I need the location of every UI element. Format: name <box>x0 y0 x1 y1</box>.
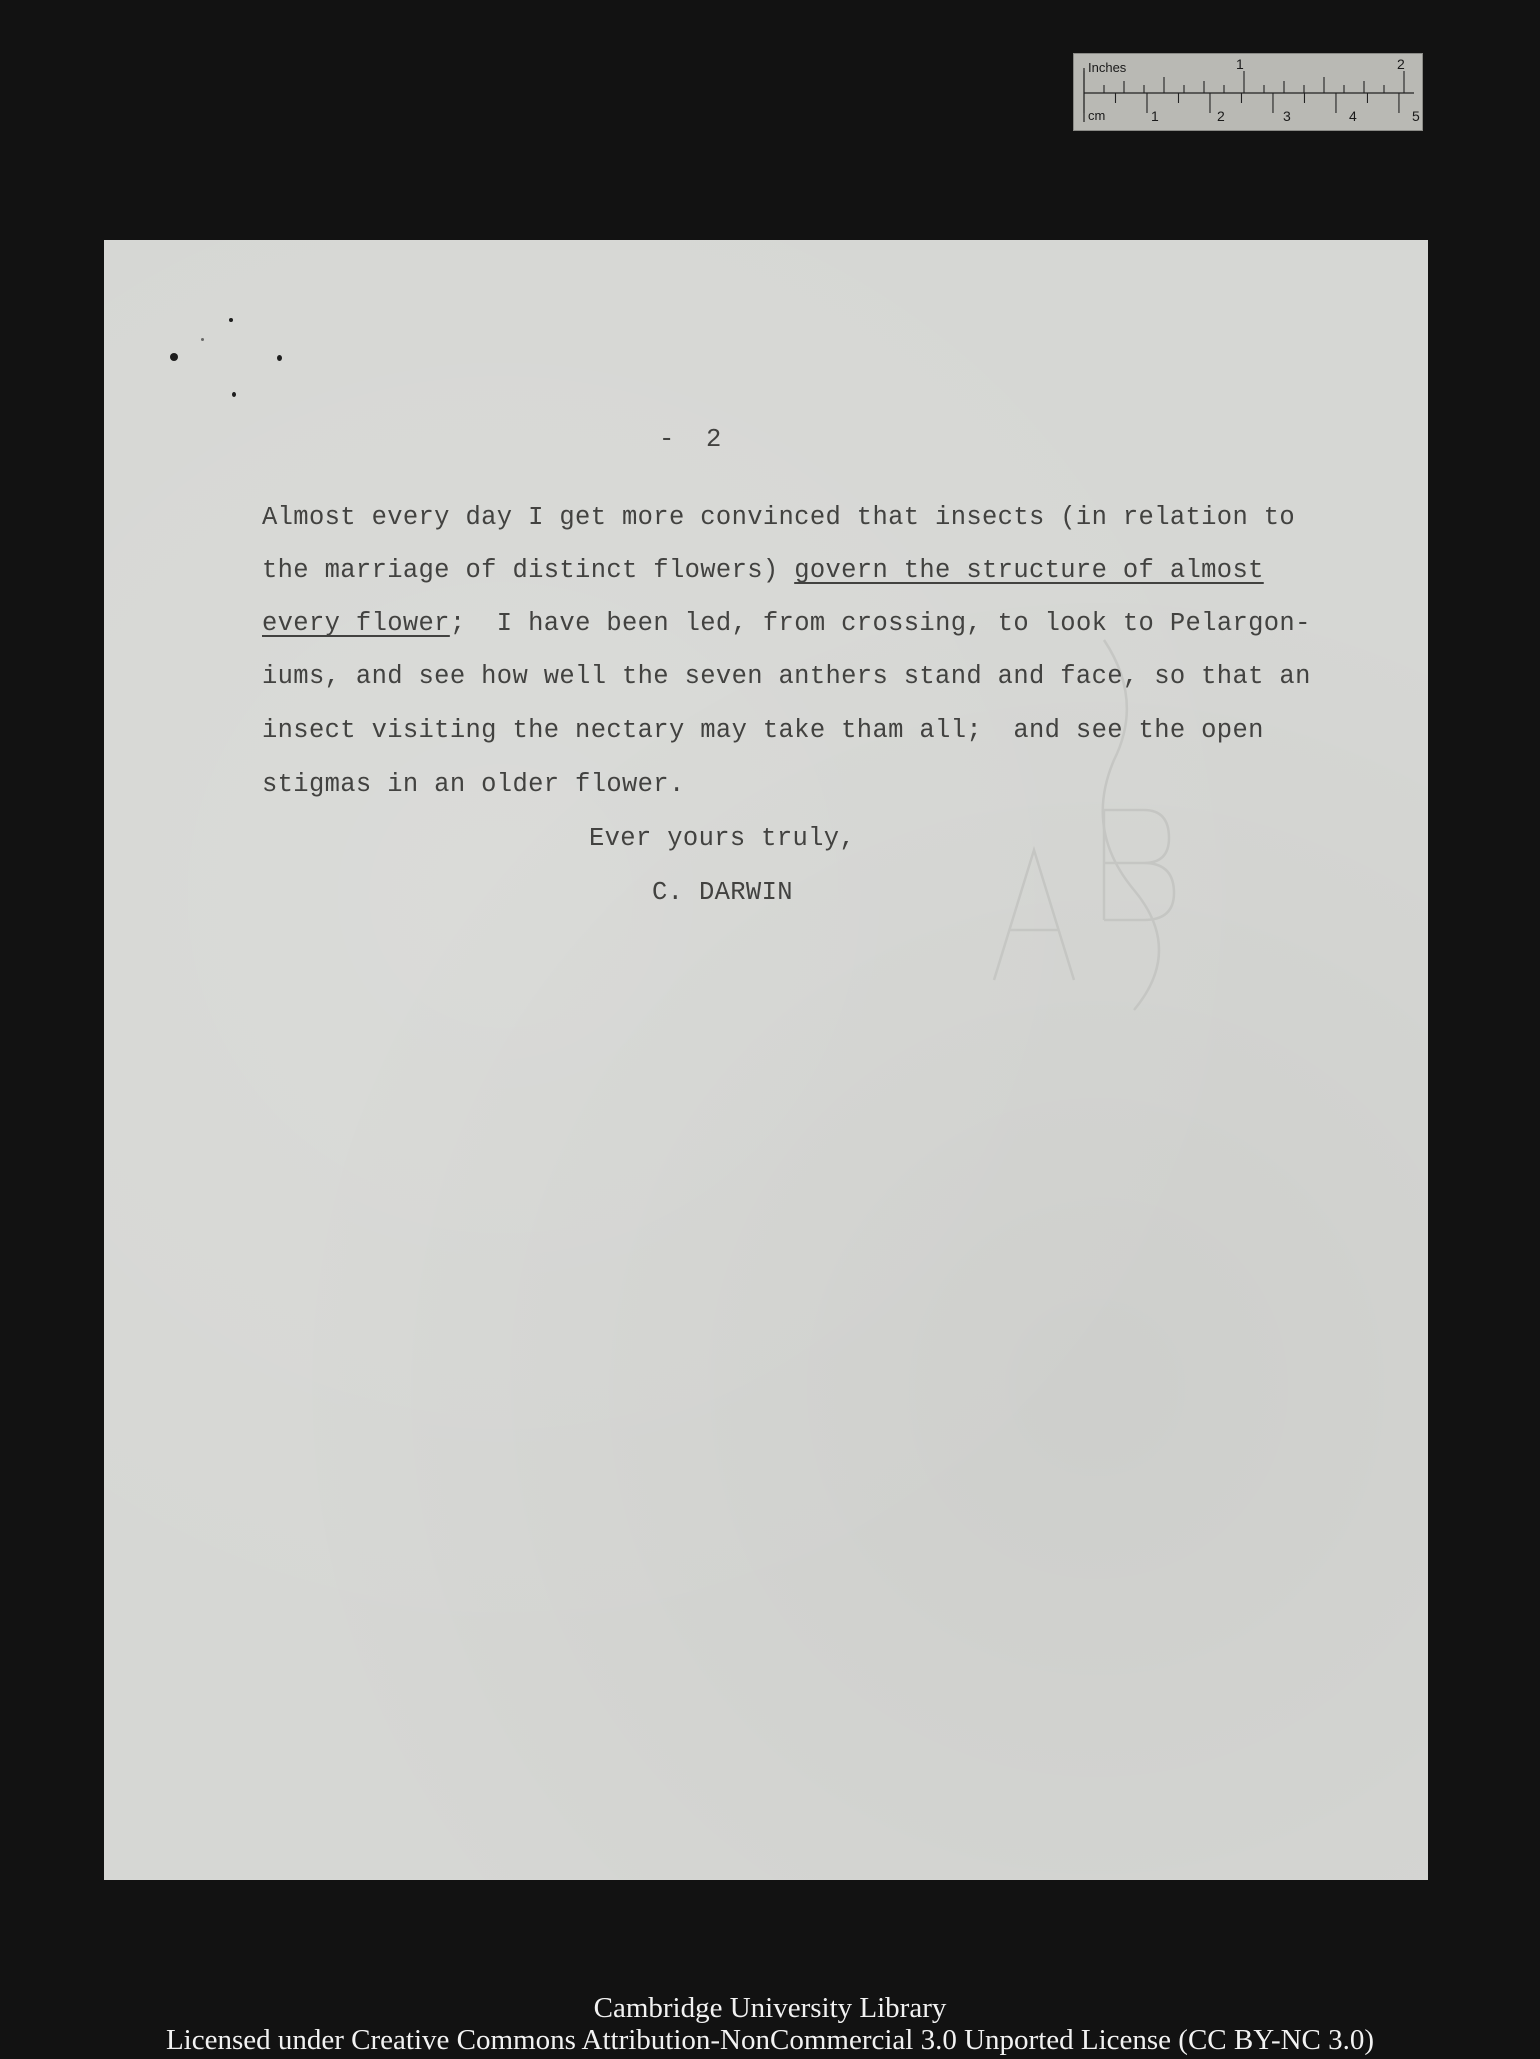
letter-line: iums, and see how well the seven anthers stand and face, so that an <box>262 662 1311 691</box>
footer <box>0 1992 1540 2056</box>
scale-inch-mark-1: 1 <box>1236 56 1244 72</box>
letter-line: insect visiting the nectary may take tham all; and see the open <box>262 716 1264 745</box>
scale-cm-mark-1: 1 <box>1151 108 1159 124</box>
footer-institution: Cambridge University Library <box>593 1992 947 2024</box>
letter-line: Almost every day I get more convinced that insects (in relation to <box>262 503 1296 532</box>
scale-bar <box>1073 53 1423 131</box>
letter-text-segment: ; I have been led, from crossing, to look to Pelargon- <box>449 609 1311 638</box>
paper-speck <box>201 338 204 341</box>
letter-closing: Ever yours truly, <box>589 824 856 853</box>
scale-unit-cm: cm <box>1088 108 1106 123</box>
scale-cm-mark-5: 5 <box>1412 108 1420 124</box>
underlined-phrase: govern the structure of almost <box>794 556 1264 585</box>
scale-cm-mark-3: 3 <box>1283 108 1291 124</box>
paper-speck <box>277 355 282 361</box>
footer-license: Licensed under Creative Commons Attribution-NonCommercial 3.0 Unported License (CC BY-NC 3.0) <box>165 2024 1375 2056</box>
letter-line <box>262 556 1264 585</box>
scale-bar-ticks <box>1074 54 1424 132</box>
paper-speck <box>232 392 236 397</box>
letter-signature: C. DARWIN <box>652 878 793 907</box>
scale-cm-mark-4: 4 <box>1349 108 1357 124</box>
page-number: - 2 <box>659 425 722 454</box>
letter-text-segment: the marriage of distinct flowers) <box>262 556 795 585</box>
underlined-phrase: every flower <box>262 609 450 638</box>
scale-inch-mark-2: 2 <box>1397 56 1405 72</box>
letter-line <box>262 609 1311 638</box>
paper-speck <box>170 353 178 361</box>
paper-speck <box>229 318 233 322</box>
letter-line: stigmas in an older flower. <box>262 770 685 799</box>
scale-unit-inches: Inches <box>1088 60 1127 75</box>
scale-cm-mark-2: 2 <box>1217 108 1225 124</box>
letter-page <box>104 240 1428 1880</box>
